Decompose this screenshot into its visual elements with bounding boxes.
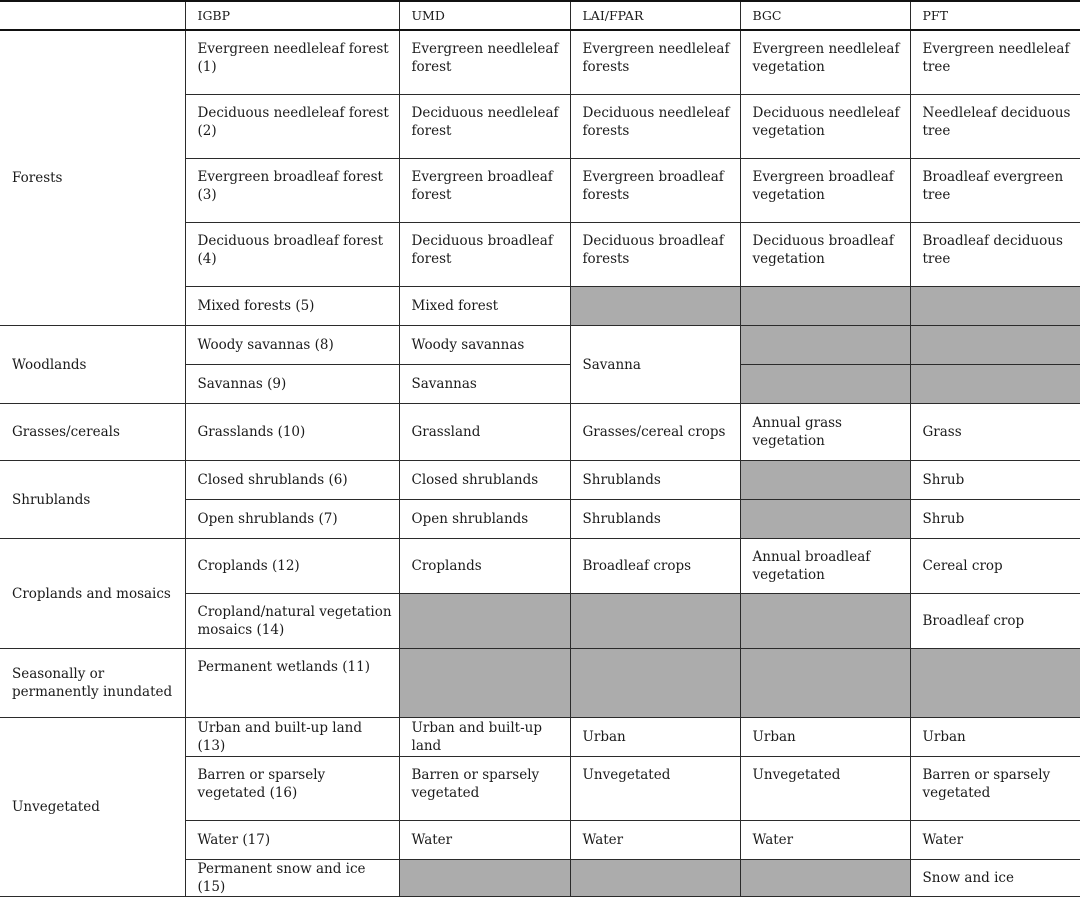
cell-lai: Shrublands bbox=[570, 500, 740, 539]
table-row bbox=[0, 404, 1080, 461]
cell-pft: Barren or sparsely vegetated bbox=[910, 757, 1080, 821]
cell-bgc: Evergreen needleleaf vegetation bbox=[740, 30, 910, 95]
cell-umd: Barren or sparsely vegetated bbox=[399, 757, 570, 821]
group-inundated: Seasonally or permanently inundated bbox=[0, 649, 185, 718]
cell-umd: Grassland bbox=[399, 404, 570, 461]
cell-lai: Evergreen needleleaf forests bbox=[570, 30, 740, 95]
cell-umd: Evergreen broadleaf forest bbox=[399, 159, 570, 223]
header-row bbox=[0, 1, 1080, 30]
cell-umd: Savannas bbox=[399, 365, 570, 404]
cell-empty bbox=[570, 649, 740, 718]
cell-empty bbox=[910, 649, 1080, 718]
cell-pft: Broadleaf evergreen tree bbox=[910, 159, 1080, 223]
cell-igbp: Open shrublands (7) bbox=[185, 500, 399, 539]
table-row bbox=[0, 30, 1080, 95]
cell-igbp: Savannas (9) bbox=[185, 365, 399, 404]
cell-empty bbox=[740, 461, 910, 500]
group-shrublands: Shrublands bbox=[0, 461, 185, 539]
cell-bgc: Deciduous needleleaf vegetation bbox=[740, 95, 910, 159]
cell-igbp: Mixed forests (5) bbox=[185, 287, 399, 326]
cell-igbp: Water (17) bbox=[185, 821, 399, 860]
cell-lai: Water bbox=[570, 821, 740, 860]
cell-lai: Urban bbox=[570, 718, 740, 757]
cell-umd: Evergreen needleleaf forest bbox=[399, 30, 570, 95]
cell-bgc: Annual broadleaf vegetation bbox=[740, 539, 910, 594]
header-bgc: BGC bbox=[740, 1, 910, 30]
header-blank bbox=[0, 1, 185, 30]
cell-empty bbox=[399, 594, 570, 649]
cell-igbp: Croplands (12) bbox=[185, 539, 399, 594]
cell-empty bbox=[740, 500, 910, 539]
header-lai-fpar: LAI/FPAR bbox=[570, 1, 740, 30]
cell-lai: Savanna bbox=[570, 326, 740, 404]
cell-empty bbox=[399, 860, 570, 897]
cell-empty bbox=[740, 649, 910, 718]
cell-pft: Snow and ice bbox=[910, 860, 1080, 897]
cell-pft: Broadleaf deciduous tree bbox=[910, 223, 1080, 287]
cell-lai: Grasses/cereal crops bbox=[570, 404, 740, 461]
cell-umd: Open shrublands bbox=[399, 500, 570, 539]
cell-igbp: Permanent wetlands (11) bbox=[185, 649, 399, 718]
cell-bgc: Urban bbox=[740, 718, 910, 757]
cell-umd: Water bbox=[399, 821, 570, 860]
cell-empty bbox=[740, 365, 910, 404]
cell-pft: Urban bbox=[910, 718, 1080, 757]
cell-pft: Evergreen needleleaf tree bbox=[910, 30, 1080, 95]
cell-umd: Closed shrublands bbox=[399, 461, 570, 500]
table-row bbox=[0, 649, 1080, 718]
cell-bgc: Annual grass vegetation bbox=[740, 404, 910, 461]
cell-empty bbox=[570, 860, 740, 897]
group-forests: Forests bbox=[0, 30, 185, 326]
header-umd: UMD bbox=[399, 1, 570, 30]
cell-empty bbox=[740, 860, 910, 897]
cell-pft: Broadleaf crop bbox=[910, 594, 1080, 649]
cell-empty bbox=[570, 287, 740, 326]
cell-lai: Deciduous needleleaf forests bbox=[570, 95, 740, 159]
cell-igbp: Evergreen needleleaf forest (1) bbox=[185, 30, 399, 95]
group-grasses-cereals: Grasses/cereals bbox=[0, 404, 185, 461]
cell-bgc: Deciduous broadleaf vegetation bbox=[740, 223, 910, 287]
cell-empty bbox=[570, 594, 740, 649]
cell-igbp: Grasslands (10) bbox=[185, 404, 399, 461]
table-row bbox=[0, 461, 1080, 500]
cell-igbp: Woody savannas (8) bbox=[185, 326, 399, 365]
cell-umd: Mixed forest bbox=[399, 287, 570, 326]
cell-empty bbox=[740, 326, 910, 365]
cell-lai: Deciduous broadleaf forests bbox=[570, 223, 740, 287]
cell-umd: Deciduous broadleaf forest bbox=[399, 223, 570, 287]
cell-bgc: Water bbox=[740, 821, 910, 860]
header-pft: PFT bbox=[910, 1, 1080, 30]
cell-igbp: Permanent snow and ice (15) bbox=[185, 860, 399, 897]
cell-bgc: Evergreen broadleaf vegetation bbox=[740, 159, 910, 223]
cell-igbp: Urban and built-up land (13) bbox=[185, 718, 399, 757]
cell-lai: Broadleaf crops bbox=[570, 539, 740, 594]
cell-umd: Croplands bbox=[399, 539, 570, 594]
cell-empty bbox=[740, 287, 910, 326]
cell-lai: Shrublands bbox=[570, 461, 740, 500]
cell-pft: Grass bbox=[910, 404, 1080, 461]
group-unvegetated: Unvegetated bbox=[0, 718, 185, 897]
cell-empty bbox=[399, 649, 570, 718]
cell-pft: Shrub bbox=[910, 461, 1080, 500]
cell-igbp: Cropland/natural vegetation mosaics (14) bbox=[185, 594, 399, 649]
cell-pft: Cereal crop bbox=[910, 539, 1080, 594]
cell-bgc: Unvegetated bbox=[740, 757, 910, 821]
cell-igbp: Barren or sparsely vegetated (16) bbox=[185, 757, 399, 821]
cell-igbp: Evergreen broadleaf forest (3) bbox=[185, 159, 399, 223]
cell-igbp: Deciduous broadleaf forest (4) bbox=[185, 223, 399, 287]
group-croplands-mosaics: Croplands and mosaics bbox=[0, 539, 185, 649]
cell-lai: Evergreen broadleaf forests bbox=[570, 159, 740, 223]
cell-pft: Needleleaf deciduous tree bbox=[910, 95, 1080, 159]
cell-pft: Shrub bbox=[910, 500, 1080, 539]
table-row bbox=[0, 539, 1080, 594]
cell-igbp: Closed shrublands (6) bbox=[185, 461, 399, 500]
cell-igbp: Deciduous needleleaf forest (2) bbox=[185, 95, 399, 159]
cell-umd: Urban and built-up land bbox=[399, 718, 570, 757]
cell-umd: Deciduous needleleaf forest bbox=[399, 95, 570, 159]
cell-umd: Woody savannas bbox=[399, 326, 570, 365]
table-row bbox=[0, 326, 1080, 365]
table-row bbox=[0, 718, 1080, 757]
cell-empty bbox=[910, 326, 1080, 365]
cell-lai: Unvegetated bbox=[570, 757, 740, 821]
cell-empty bbox=[910, 287, 1080, 326]
cell-empty bbox=[910, 365, 1080, 404]
cell-empty bbox=[740, 594, 910, 649]
group-woodlands: Woodlands bbox=[0, 326, 185, 404]
header-igbp: IGBP bbox=[185, 1, 399, 30]
cell-pft: Water bbox=[910, 821, 1080, 860]
